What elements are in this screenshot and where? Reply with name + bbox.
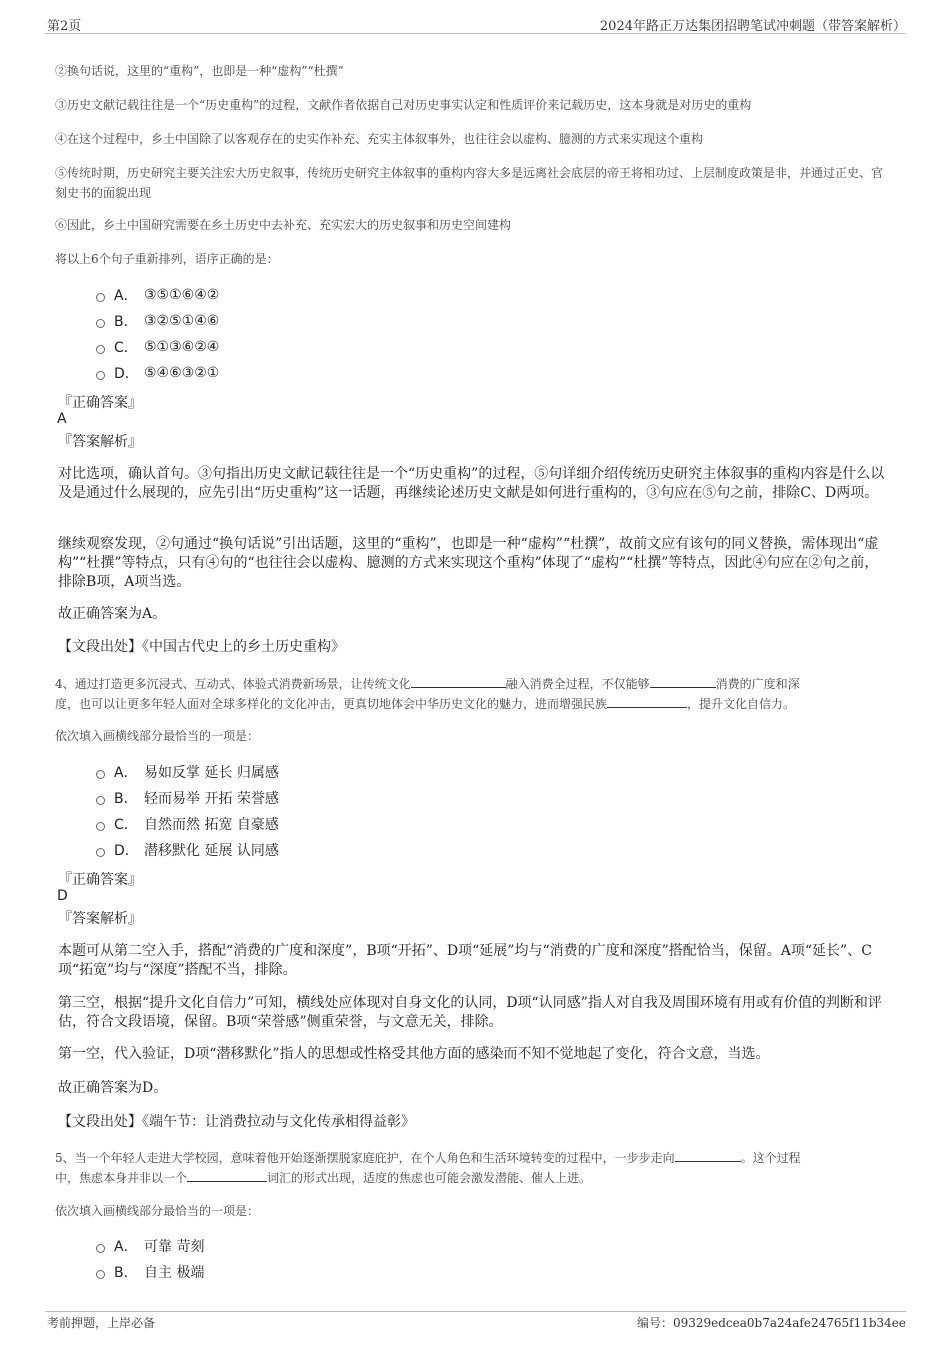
answer-value: A bbox=[57, 411, 67, 427]
radio-icon[interactable] bbox=[96, 1270, 105, 1279]
analysis-paragraph: 第一空，代入验证，D项“潜移默化”指人的思想或性格受其他方面的感染而不知不觉地起了变化，符合文意，当选。 bbox=[58, 1046, 770, 1062]
document-id: 编号：09329edcea0b7a24afe24765f11b34ee bbox=[636, 1316, 906, 1330]
question-stem: 4、通过打造更多沉浸式、互动式、体验式消费新场景，让传统文化 融入消费全过程，不仅能够 消费的广度和深 度，也可以让更多年轻人面对全球多样化的文化冲击，更真切地体会中华历史文化的魅力，进而增强民族 ，提升文化自信力。 bbox=[55, 677, 800, 711]
radio-icon[interactable] bbox=[96, 371, 105, 380]
fill-blank bbox=[675, 1149, 741, 1162]
option-a[interactable]: A． 可靠 苛刻 bbox=[96, 1236, 204, 1256]
radio-icon[interactable] bbox=[96, 345, 105, 354]
option-b[interactable]: B． 轻而易举 开拓 荣誉感 bbox=[96, 788, 279, 808]
analysis-paragraph: 继续观察发现，②句通过“换句话说”引出话题，这里的“重构”，也即是一种“虚构”“杜撰”，故前文应有该句的同义替换，需体现出“虚构”“杜撰”等特点，只有④句的“也往往会以虚构、臆测的方式来实现这个重构”体现了“虚构”“杜撰”等特点，因此④句应在②句之前，排除B项，A项当选。 bbox=[58, 536, 879, 590]
analysis-label: 『答案解析』 bbox=[58, 434, 142, 450]
radio-icon[interactable] bbox=[96, 293, 105, 302]
sentence-2: ②换句话说，这里的“重构”，也即是一种“虚构”“杜撰” bbox=[55, 64, 344, 78]
radio-icon[interactable] bbox=[96, 822, 105, 831]
radio-icon[interactable] bbox=[96, 848, 105, 857]
radio-icon[interactable] bbox=[96, 796, 105, 805]
fill-blank bbox=[187, 1169, 267, 1182]
answer-label: 『正确答案』 bbox=[58, 872, 142, 888]
option-a[interactable]: A． ③⑤①⑥④② bbox=[96, 285, 219, 305]
analysis-conclusion: 故正确答案为D。 bbox=[58, 1080, 168, 1096]
fill-blank bbox=[607, 695, 687, 708]
option-a[interactable]: A． 易如反掌 延长 归属感 bbox=[96, 762, 279, 782]
question-prompt: 依次填入画横线部分最恰当的一项是： bbox=[55, 1204, 260, 1218]
sentence-4: ④在这个过程中，乡土中国除了以客观存在的史实作补充、充实主体叙事外，也往往会以虚构、臆测的方式来实现这个重构 bbox=[55, 132, 704, 146]
radio-icon[interactable] bbox=[96, 319, 105, 328]
question-prompt: 依次填入画横线部分最恰当的一项是： bbox=[55, 729, 260, 743]
sentence-6: ⑥因此，乡土中国研究需要在乡土历史中去补充、充实宏大的历史叙事和历史空间建构 bbox=[55, 218, 512, 232]
option-b[interactable]: B． 自主 极端 bbox=[96, 1262, 204, 1282]
analysis-paragraph: 对比选项，确认首句。③句指出历史文献记载往往是一个“历史重构”的过程，⑤句详细介绍传统历史研究主体叙事的重构内容是什么以及是通过什么展现的，应先引出“历史重构”这一话题，再继续论述历史文献是如何进行重构的，③句应在⑤句之前，排除C、D两项。 bbox=[58, 466, 885, 501]
source-citation: 【文段出处】《端午节：让消费拉动与文化传承相得益彰》 bbox=[58, 1114, 415, 1130]
analysis-conclusion: 故正确答案为A。 bbox=[58, 606, 167, 622]
fill-blank bbox=[411, 675, 506, 688]
footer-divider bbox=[45, 1311, 906, 1312]
analysis-paragraph: 本题可从第二空入手，搭配“消费的广度和深度”，B项“开拓”、D项“延展”均与“消费的广度和深度”搭配恰当，保留。A项“延长”、C项“拓宽”均与“深度”搭配不当，排除。 bbox=[58, 943, 872, 978]
analysis-paragraph: 第三空，根据“提升文化自信力”可知，横线处应体现对自身文化的认同，D项“认同感”指人对自我及周围环境有用或有价值的判断和评估，符合文段语境，保留。B项“荣誉感”侧重荣誉，与文意无关，排除。 bbox=[58, 995, 882, 1030]
option-c[interactable]: C． ⑤①③⑥②④ bbox=[96, 337, 219, 357]
page-number: 第2页 bbox=[47, 19, 82, 34]
document-title: 2024年路正万达集团招聘笔试冲刺题（带答案解析） bbox=[599, 19, 906, 34]
option-d[interactable]: D． ⑤④⑥③②① bbox=[96, 363, 219, 383]
sentence-5: ⑤传统时期，历史研究主要关注宏大历史叙事，传统历史研究主体叙事的重构内容大多是远离社会底层的帝王将相功过、上层制度政策是非，并通过正史、官刻史书的面貌出现 bbox=[55, 166, 884, 200]
sentence-3: ③历史文献记载往往是一个“历史重构”的过程，文献作者依据自己对历史事实认定和性质评价来记载历史，这本身就是对历史的重构 bbox=[55, 98, 752, 112]
footer-slogan: 考前押题，上岸必备 bbox=[47, 1316, 156, 1330]
radio-icon[interactable] bbox=[96, 1244, 105, 1253]
analysis-label: 『答案解析』 bbox=[58, 911, 142, 927]
option-b[interactable]: B． ③②⑤①④⑥ bbox=[96, 311, 219, 331]
answer-value: D bbox=[57, 888, 68, 904]
source-citation: 【文段出处】《中国古代史上的乡土历史重构》 bbox=[58, 639, 345, 655]
fill-blank bbox=[650, 675, 716, 688]
option-c[interactable]: C． 自然而然 拓宽 自豪感 bbox=[96, 814, 279, 834]
question-prompt: 将以上6个句子重新排列，语序正确的是： bbox=[55, 252, 279, 266]
answer-label: 『正确答案』 bbox=[58, 395, 142, 411]
option-d[interactable]: D． 潜移默化 延展 认同感 bbox=[96, 840, 279, 860]
question-stem: 5、当一个年轻人走进大学校园，意味着他开始逐渐摆脱家庭庇护，在个人角色和生活环境转变的过程中，一步步走向 。这个过程 中，焦虑本身并非以一个 词汇的形式出现，适度的焦虑也可能会激发潜能、催人上进。 bbox=[55, 1151, 801, 1185]
header-divider bbox=[45, 33, 906, 34]
radio-icon[interactable] bbox=[96, 770, 105, 779]
